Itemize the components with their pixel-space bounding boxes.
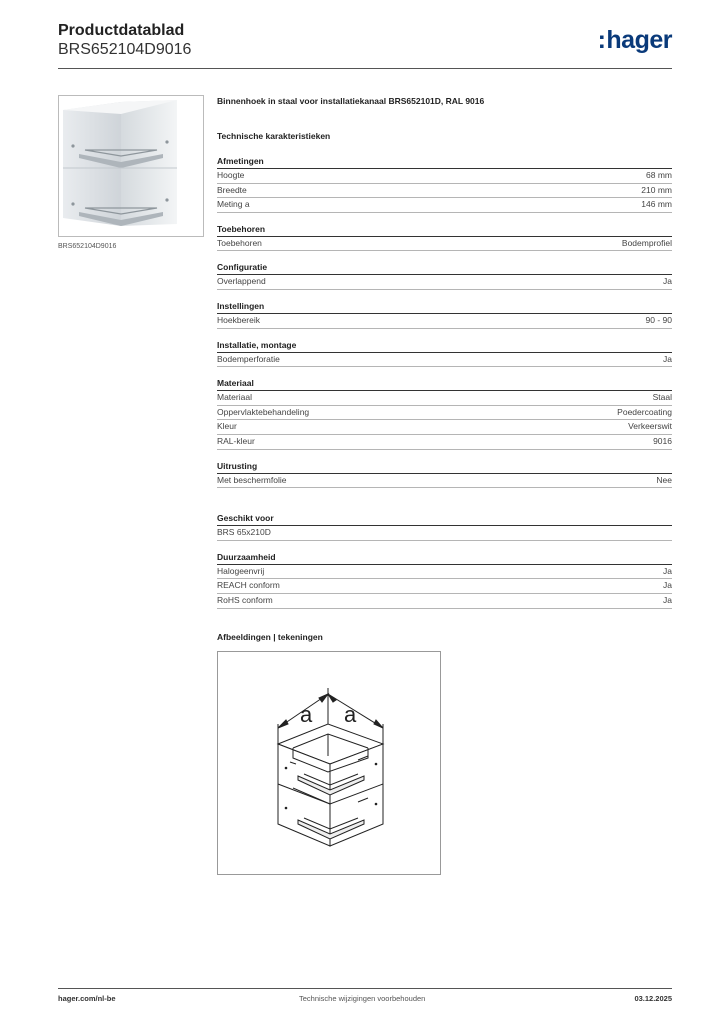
dimension-label-right: a [344,702,357,727]
section-toebehoren [217,224,672,252]
section-uitrusting [217,461,672,489]
logo-text: hager [606,26,672,54]
spec-label: RAL-kleur [217,435,255,446]
spec-value: Ja [663,276,672,287]
spec-value: 210 mm [641,184,672,195]
spec-label: Halogeenvrij [217,565,265,576]
spec-value: Staal [652,392,672,403]
page-footer [58,994,672,1008]
spec-label: Oppervlaktebehandeling [217,406,310,417]
document-title: Productdatablad [58,22,185,39]
section-title: Uitrusting [217,461,672,474]
footer-website-link[interactable]: hager.com/nl-be [58,994,116,1003]
section-materiaal [217,378,672,449]
spec-value: 68 mm [646,170,672,180]
spec-value: Ja [663,565,672,576]
spec-label: RoHS conform [217,594,273,605]
footer-notice: Technische wijzigingen voorbehouden [299,994,426,1003]
hager-logo [598,26,672,55]
spec-row [217,435,672,450]
product-thumbnail [58,95,204,237]
tech-characteristics-title: Technische karakteristieken [217,131,331,141]
section-title: Geschikt voor [217,513,672,526]
product-description: Binnenhoek in staal voor installatiekanaal BRS652101D, RAL 9016 [217,96,485,106]
images-title: Afbeeldingen | tekeningen [217,632,323,642]
spec-value: Bodemprofiel [621,237,672,248]
spec-value: 90 - 90 [645,314,672,325]
spec-value: Ja [663,580,672,591]
section-duurzaamheid [217,552,672,609]
spec-label: Hoekbereik [217,314,260,325]
dimension-label-left: a [300,702,313,727]
spec-row [217,526,672,541]
spec-label: Toebehoren [217,237,262,248]
spec-row [217,198,672,213]
spec-value: 146 mm [641,199,672,210]
spec-label: Materiaal [217,392,252,403]
spec-row [217,565,672,580]
section-title: Toebehoren [217,224,672,237]
spec-row [217,474,672,489]
section-title: Instellingen [217,301,672,314]
spec-value: 9016 [653,435,672,446]
section-afmetingen [217,156,672,213]
spec-row [217,391,672,406]
logo-mark-icon: : [597,26,606,54]
spec-label: Bodemperforatie [217,353,280,364]
thumbnail-caption: BRS652104D9016 [58,243,117,250]
spec-label: BRS 65x210D [217,527,271,538]
section-installatie [217,340,672,368]
spec-row [217,314,672,329]
spec-label: REACH conform [217,580,280,591]
section-title: Afmetingen [217,156,672,169]
spec-row [217,353,672,368]
spec-label: Meting a [217,199,250,210]
inner-corner-drawing-icon [218,652,440,874]
spec-row [217,406,672,421]
section-title: Configuratie [217,262,672,275]
header-divider [58,68,672,69]
spec-row [217,184,672,199]
section-configuratie [217,262,672,290]
spec-row [217,579,672,594]
page-header [58,22,672,68]
spec-label: Hoogte [217,170,245,180]
spec-row [217,420,672,435]
spec-value: Ja [663,594,672,605]
spec-label: Met beschermfolie [217,474,287,485]
section-title: Duurzaamheid [217,552,672,565]
product-code: BRS652104D9016 [58,41,192,58]
spec-value: Nee [656,474,672,485]
spec-label: Breedte [217,184,247,195]
section-title: Installatie, montage [217,340,672,353]
spec-content [217,96,672,609]
spec-value: Ja [663,353,672,364]
section-geschikt-voor [217,513,672,541]
spec-row [217,275,672,290]
spec-label: Kleur [217,421,237,432]
footer-divider [58,988,672,989]
spec-value: Poedercoating [617,406,672,417]
section-title: Materiaal [217,378,672,391]
spec-label: Overlappend [217,276,266,287]
section-instellingen [217,301,672,329]
spec-row [217,594,672,609]
spec-row [217,169,672,184]
product-photo-icon [59,96,203,236]
spec-value: Verkeerswit [628,421,672,432]
spec-row [217,237,672,252]
technical-drawing [217,651,441,875]
footer-date: 03.12.2025 [634,994,672,1003]
